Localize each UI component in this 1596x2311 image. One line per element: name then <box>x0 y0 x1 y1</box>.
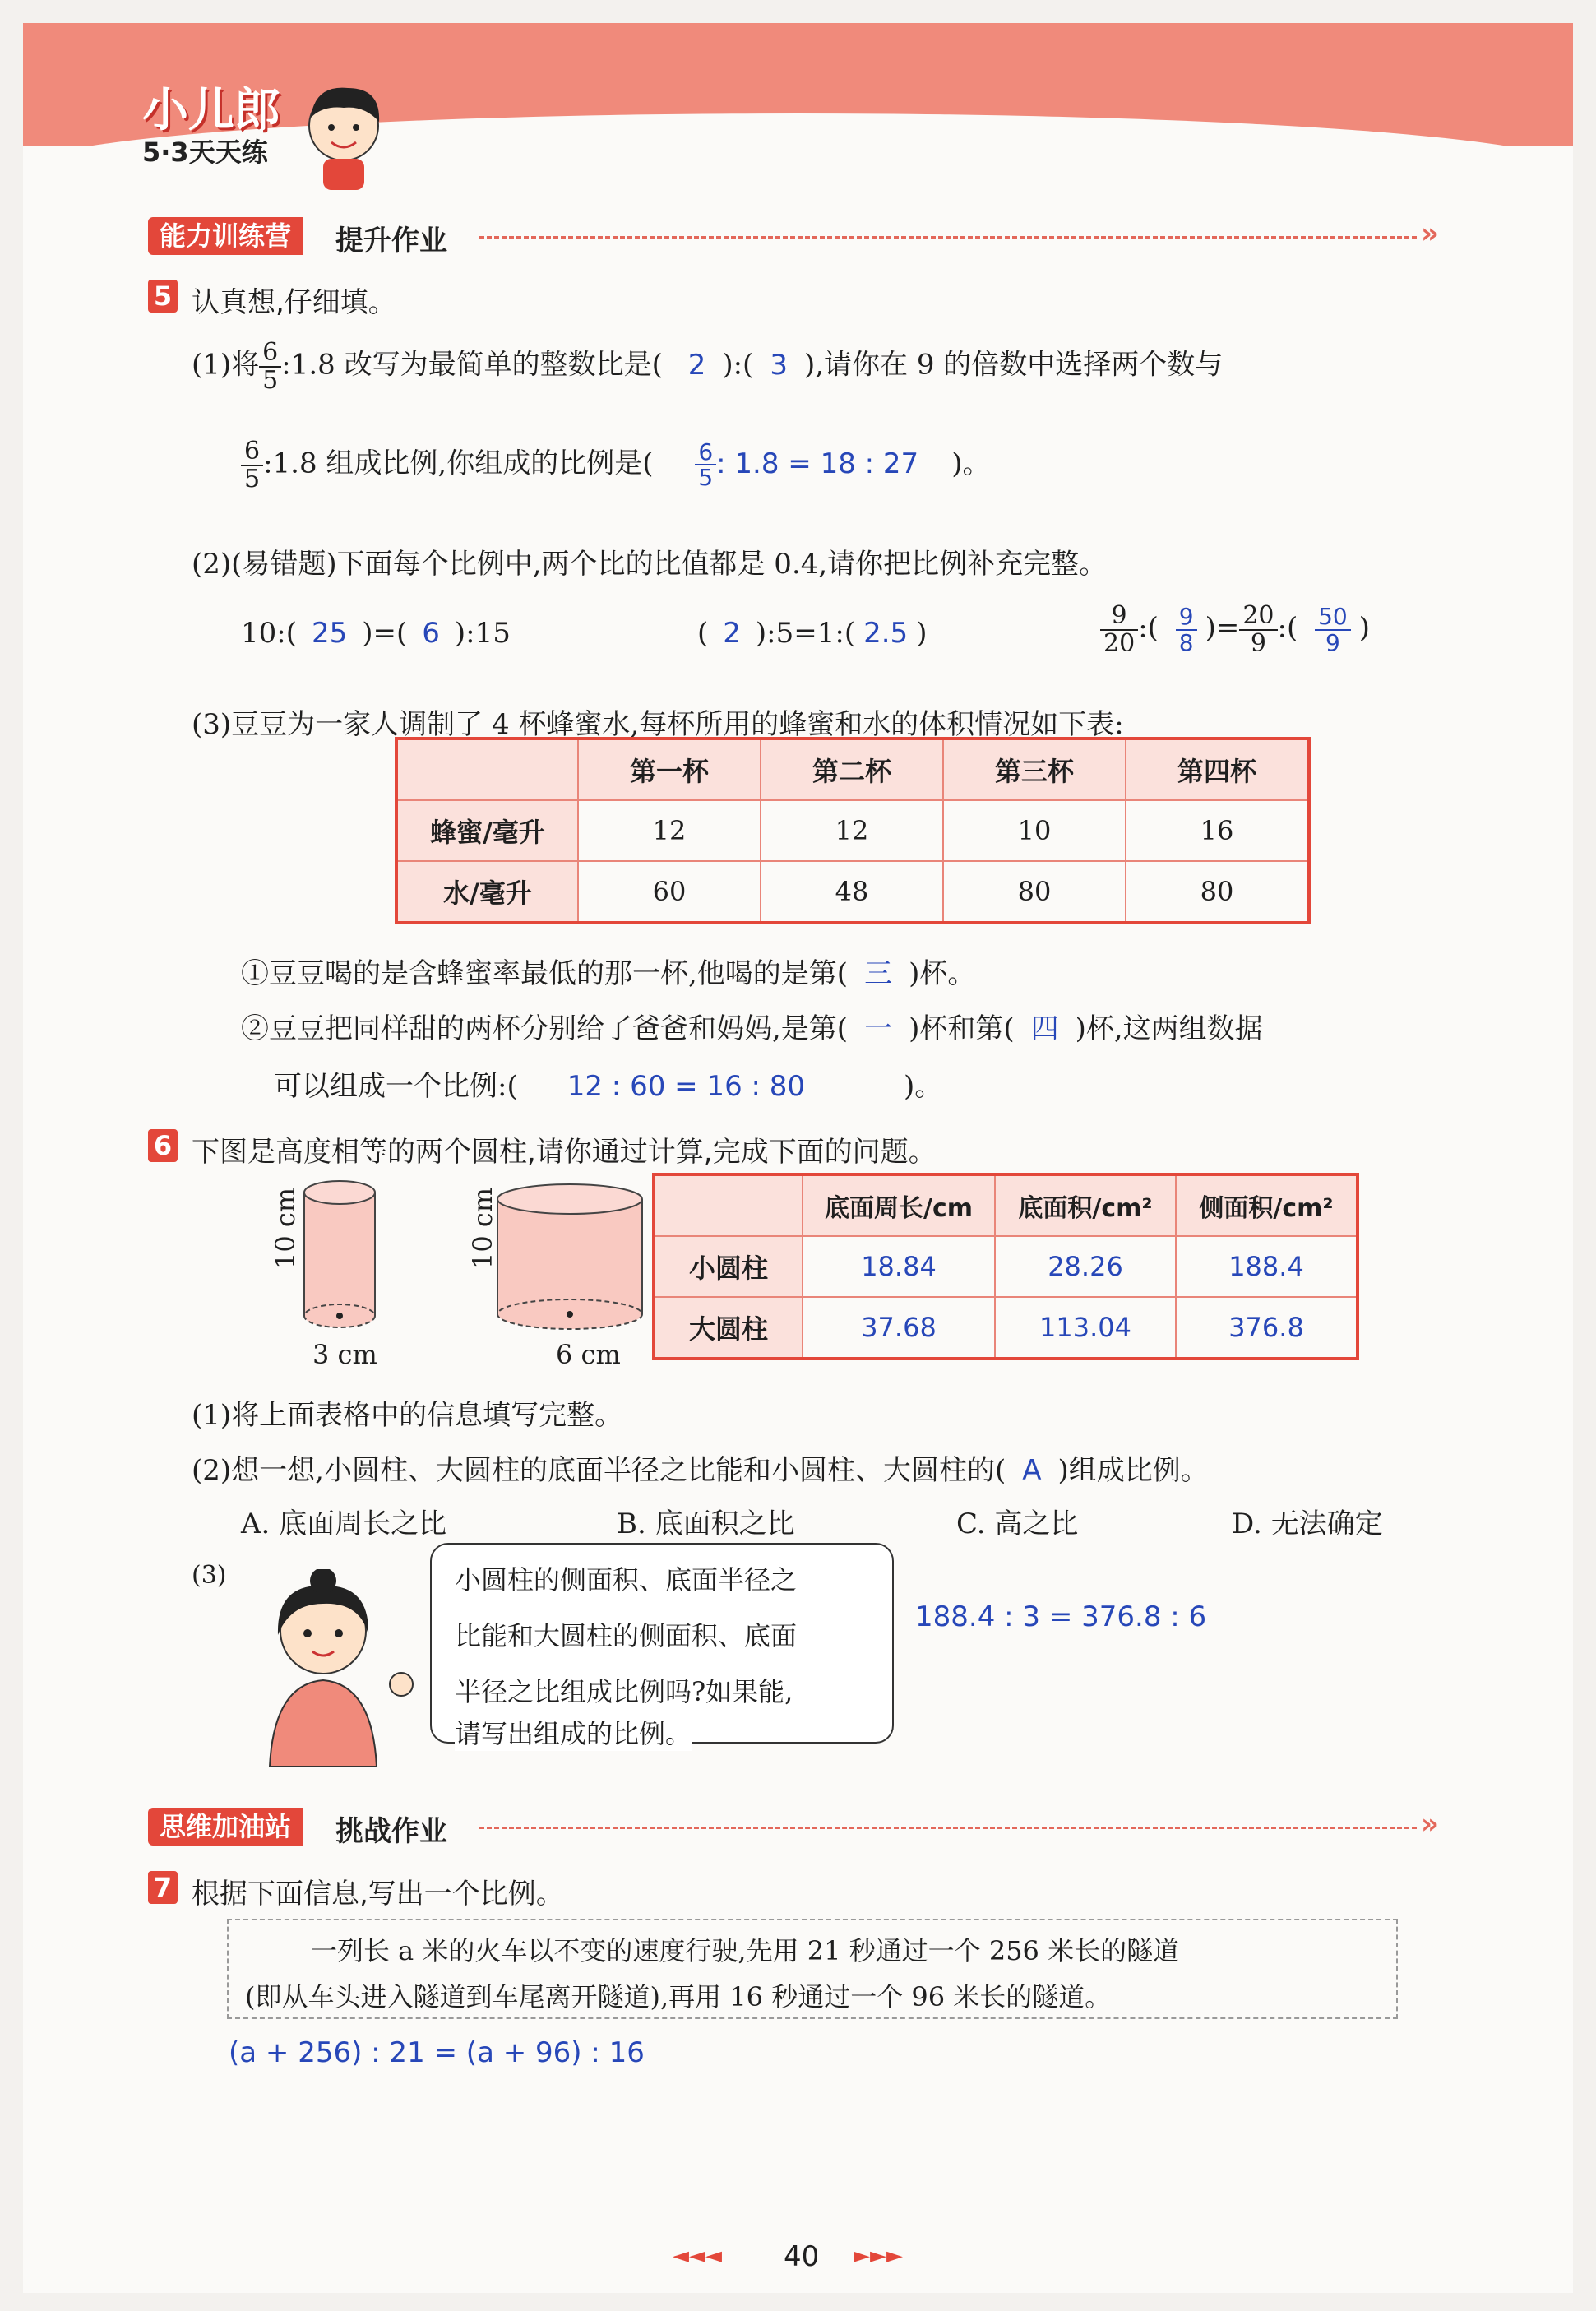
small-diameter-label: 3 cm <box>312 1339 377 1370</box>
double-arrow-icon: » <box>1421 217 1439 250</box>
q5-p2-title: (2)(易错题)下面每个比例中,两个比的比值都是 0.4,请你把比例补充完整。 <box>192 548 1108 581</box>
info-line: 一列长 a 米的火车以不变的速度行驶,先用 21 秒通过一个 256 米长的隧道 <box>311 1935 1180 1966</box>
answer-proportion: 12 : 60 = 16 : 80 <box>567 1070 806 1103</box>
q5-p1-line1: (1)将 $\frac{6}{5}$ :1.8 改写为最简单的整数比是( 2 ):( 3 ),请你在 9 的倍数中选择两个数与 <box>192 338 1224 395</box>
section-sub-challenge: 挑战作业 <box>335 1815 447 1848</box>
girl-teacher-icon <box>245 1569 418 1767</box>
page-number: 40 <box>784 2240 820 2273</box>
q5-p3-title: (3)豆豆为一家人调制了 4 杯蜂蜜水,每杯所用的蜂蜜和水的体积情况如下表: <box>192 708 1124 741</box>
answer-proportion: $\frac{6}{5}$ : 1.8 = 18 : 27 <box>695 447 918 480</box>
table-row: 蜂蜜/毫升 12 12 10 16 <box>396 800 1309 861</box>
q5-p3-sub3: 可以组成一个比例:( 12 : 60 = 16 : 80 )。 <box>274 1070 943 1103</box>
large-cylinder-icon <box>488 1174 652 1347</box>
q6-p1: (1)将上面表格中的信息填写完整。 <box>192 1399 623 1432</box>
honey-water-table <box>395 737 1311 924</box>
small-height-label: 10 cm <box>270 1187 301 1269</box>
q6-p3-answer: 188.4 : 3 = 376.8 : 6 <box>915 1600 1207 1633</box>
prev-arrows-icon: ◄◄◄ <box>673 2244 722 2268</box>
large-diameter-label: 6 cm <box>556 1339 621 1370</box>
section-sub-homework: 提升作业 <box>335 225 447 257</box>
q5-p1-prefix: (1)将 <box>192 348 260 382</box>
answer-blank: 三 <box>864 957 893 990</box>
table-header-row: 底面周长/cm 底面积/cm² 侧面积/cm² <box>654 1174 1358 1236</box>
answer-blank: 25 <box>311 617 348 650</box>
option-c: C. 高之比 <box>956 1507 1079 1540</box>
table-row: 水/毫升 60 48 80 80 <box>396 861 1309 923</box>
bubble-line: 比能和大圆柱的侧面积、底面 <box>455 1620 798 1651</box>
bubble-line: 请写出组成的比例。 <box>455 1713 692 1751</box>
large-height-label: 10 cm <box>467 1187 498 1269</box>
bubble-line: 小圆柱的侧面积、底面半径之 <box>455 1564 798 1595</box>
q7-answer: (a + 256) : 21 = (a + 96) : 16 <box>229 2036 645 2069</box>
info-line: (即从车头进入隧道到车尾离开隧道),再用 16 秒通过一个 96 米长的隧道。 <box>245 1981 1112 2012</box>
q5-p2-item-a: 10:( 25 )=( 6 ):15 <box>241 617 511 650</box>
section-tag-ability: 能力训练营 <box>148 217 303 255</box>
table-row: 小圆柱 18.84 28.26 188.4 <box>654 1236 1358 1297</box>
question-number-6: 6 <box>148 1129 178 1162</box>
answer-blank: $\frac{9}{8}$ <box>1176 604 1197 655</box>
q6-p2: (2)想一想,小圆柱、大圆柱的底面半径之比能和小圆柱、大圆柱的( A )组成比例。 <box>192 1454 1209 1487</box>
q6-title: 下图是高度相等的两个圆柱,请你通过计算,完成下面的问题。 <box>192 1136 937 1169</box>
page <box>23 23 1573 2293</box>
series-label: 5·3天天练 <box>142 137 268 168</box>
divider-dash <box>479 1827 1417 1829</box>
small-cylinder-icon <box>294 1174 385 1347</box>
option-a: A. 底面周长之比 <box>241 1507 447 1540</box>
q5-p3-sub2: ②豆豆把同样甜的两杯分别给了爸爸和妈妈,是第( 一 )杯和第( 四 )杯,这两组数据 <box>241 1012 1263 1045</box>
q5-p3-sub1: ①豆豆喝的是含蜂蜜率最低的那一杯,他喝的是第( 三 )杯。 <box>241 957 976 990</box>
answer-blank: 2 <box>723 617 741 650</box>
q7-title: 根据下面信息,写出一个比例。 <box>192 1878 564 1910</box>
question-number-5: 5 <box>148 280 178 313</box>
answer-blank: 2.5 <box>863 617 909 650</box>
answer-blank: 6 <box>422 617 440 650</box>
option-b: B. 底面积之比 <box>617 1507 795 1540</box>
answer-blank: 一 <box>864 1012 893 1045</box>
q5-p2-item-b: ( 2 ):5=1:( 2.5 ) <box>697 617 928 650</box>
answer-blank: 2 <box>687 348 706 382</box>
next-arrows-icon: ►►► <box>854 2244 903 2268</box>
q5-p1-line2: $\frac{6}{5}$ :1.8 组成比例,你组成的比例是( $\frac{6}{5}$ : 1.8 = 18 : 27 )。 <box>241 438 990 492</box>
answer-blank: 四 <box>1030 1012 1059 1045</box>
answer-blank: A <box>1022 1454 1042 1487</box>
double-arrow-icon: » <box>1421 1808 1439 1841</box>
boy-mascot-icon <box>298 76 389 192</box>
q5-p2-item-c: $\frac{9}{20}$ :( $\frac{9}{8}$ )= $\frac{20}{9}$ :( $\frac{50}{9}$ ) <box>1100 603 1370 656</box>
fraction: $\frac{6}{5}$ <box>259 340 281 393</box>
answer-blank: $\frac{50}{9}$ <box>1315 604 1351 655</box>
section-tag-thinking: 思维加油站 <box>148 1808 303 1846</box>
info-box <box>227 1919 1398 2019</box>
divider-dash <box>479 236 1417 239</box>
q5-title: 认真想,仔细填。 <box>192 286 396 319</box>
q5-p1-mid: :1.8 改写为最简单的整数比是( <box>281 348 663 382</box>
option-d: D. 无法确定 <box>1232 1507 1383 1540</box>
q6-p3-label: (3) <box>192 1561 227 1590</box>
question-number-7: 7 <box>148 1871 178 1904</box>
fraction: $\frac{6}{5}$ <box>241 438 263 492</box>
table-row: 大圆柱 37.68 113.04 376.8 <box>654 1297 1358 1359</box>
bubble-line: 半径之比组成比例吗?如果能, <box>455 1676 793 1707</box>
table-header-row: 第一杯 第二杯 第三杯 第四杯 <box>396 739 1309 800</box>
answer-blank: 3 <box>770 348 788 382</box>
speech-bubble <box>430 1543 894 1749</box>
cylinder-table <box>652 1173 1359 1360</box>
brand-logo: 小儿郎 <box>142 84 280 137</box>
